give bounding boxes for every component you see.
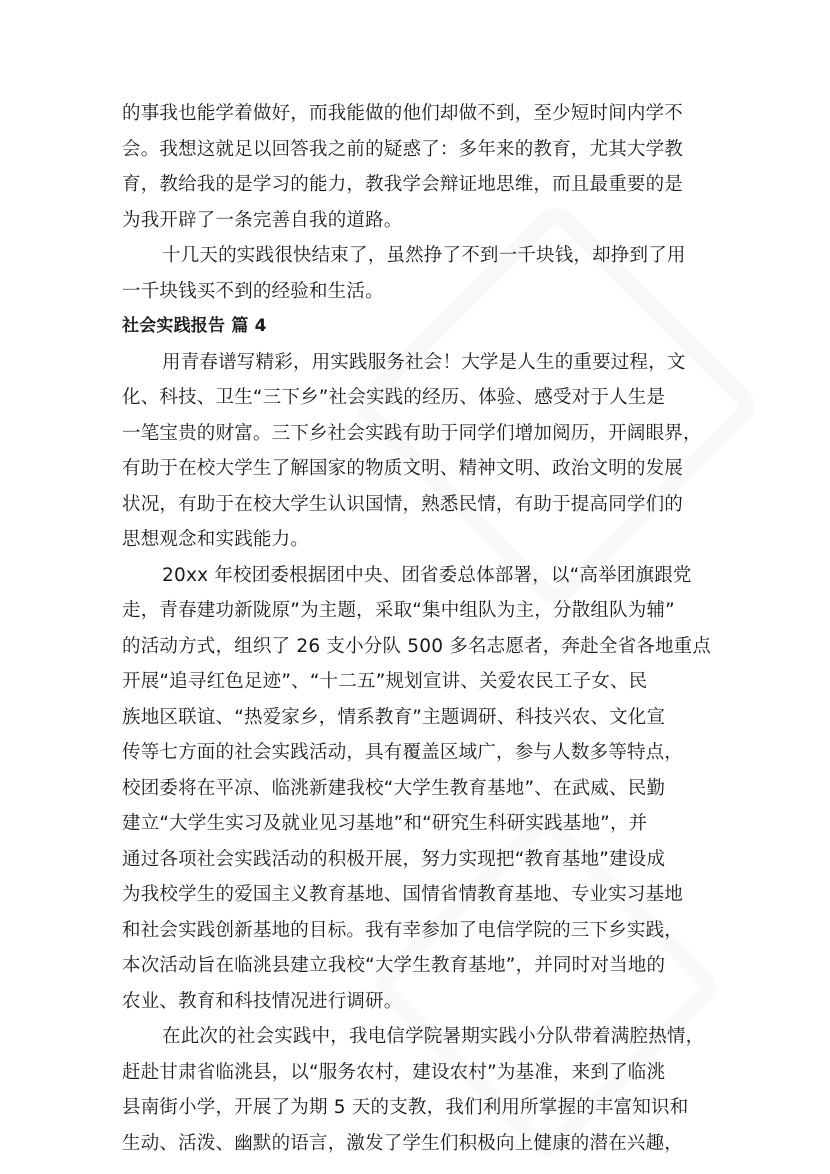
text-line: 生动、活泼、幽默的语言，激发了学生们积极向上健康的潜在兴趣， — [122, 1132, 684, 1154]
text-line: 20xx 年校团委根据团中央、团省委总体部署，以“高举团旗跟党 — [162, 564, 692, 586]
paragraph — [122, 1019, 714, 1161]
text-line: 的事我也能学着做好，而我能做的他们却做不到，至少短时间内学不 — [122, 103, 684, 124]
text-line: 建立“大学生实习及就业见习基地”和“研究生科研实践基地”，并 — [122, 813, 648, 834]
text-line: 会。我想这就足以回答我之前的疑惑了：多年来的教育，尤其大学教 — [122, 138, 684, 160]
section-heading: 社会实践报告 篇 4 — [122, 316, 267, 336]
text-line: 本次活动旨在临洮县建立我校“大学生教育基地”，并同时对当地的 — [122, 955, 666, 976]
text-line: 和社会实践创新基地的目标。我有幸参加了电信学院的三下乡实践， — [122, 919, 684, 941]
text-line: 用青春谱写精彩，用实践服务社会！大学是人生的重要过程，文 — [162, 351, 686, 373]
paragraph — [122, 345, 714, 558]
text-line: 农业、教育和科技情况进行调研。 — [122, 990, 403, 1012]
text-line: 十几天的实践很快结束了，虽然挣了不到一千块钱，却挣到了用 — [162, 245, 686, 266]
text-line: 有助于在校大学生了解国家的物质文明、精神文明、政治文明的发展 — [122, 458, 684, 479]
text-line: 走，青春建功新陇原”为主题，采取“集中组队为主，分散组队为辅” — [122, 600, 675, 621]
text-line: 状况，有助于在校大学生认识国情，熟悉民情，有助于提高同学们的 — [122, 493, 684, 515]
text-line: 为我开辟了一条完善自我的道路。 — [122, 209, 403, 231]
text-line: 校团委将在平凉、临洮新建我校“大学生教育基地”、在武威、民勤 — [122, 777, 666, 799]
text-line: 赶赴甘肃省临洮县，以“服务农村，建设农村”为基准，来到了临洮 — [122, 1061, 666, 1083]
text-line: 一笔宝贵的财富。三下乡社会实践有助于同学们增加阅历，开阔眼界， — [122, 422, 702, 444]
text-line: 思想观念和实践能力。 — [122, 529, 310, 550]
text-line: 传等七方面的社会实践活动，具有覆盖区域广，参与人数多等特点， — [122, 742, 684, 763]
paragraph — [122, 238, 714, 309]
text-line: 在此次的社会实践中，我电信学院暑期实践小分队带着满腔热情， — [162, 1026, 705, 1047]
text-line: 一千块钱买不到的经验和生活。 — [122, 280, 384, 302]
text-line: 通过各项社会实践活动的积极开展，努力实现把“教育基地”建设成 — [122, 848, 666, 870]
text-line: 开展“追寻红色足迹”、“十二五”规划宣讲、关爱农民工子女、民 — [122, 671, 648, 692]
document-body — [122, 96, 714, 1161]
paragraph — [122, 558, 714, 1020]
text-line: 育，教给我的是学习的能力，教我学会辩证地思维，而且最重要的是 — [122, 174, 684, 195]
text-line: 的活动方式，组织了 26 支小分队 500 多名志愿者，奔赴全省各地重点 — [122, 635, 712, 657]
text-line: 族地区联谊、“热爱家乡，情系教育”主题调研、科技兴农、文化宣 — [122, 706, 666, 728]
paragraph — [122, 96, 714, 238]
text-line: 为我校学生的爱国主义教育基地、国情省情教育基地、专业实习基地 — [122, 884, 684, 905]
text-line: 化、科技、卫生“三下乡”社会实践的经历、体验、感受对于人生是 — [122, 387, 666, 408]
text-line: 县南街小学，开展了为期 5 天的支教，我们利用所掌握的丰富知识和 — [122, 1097, 689, 1118]
